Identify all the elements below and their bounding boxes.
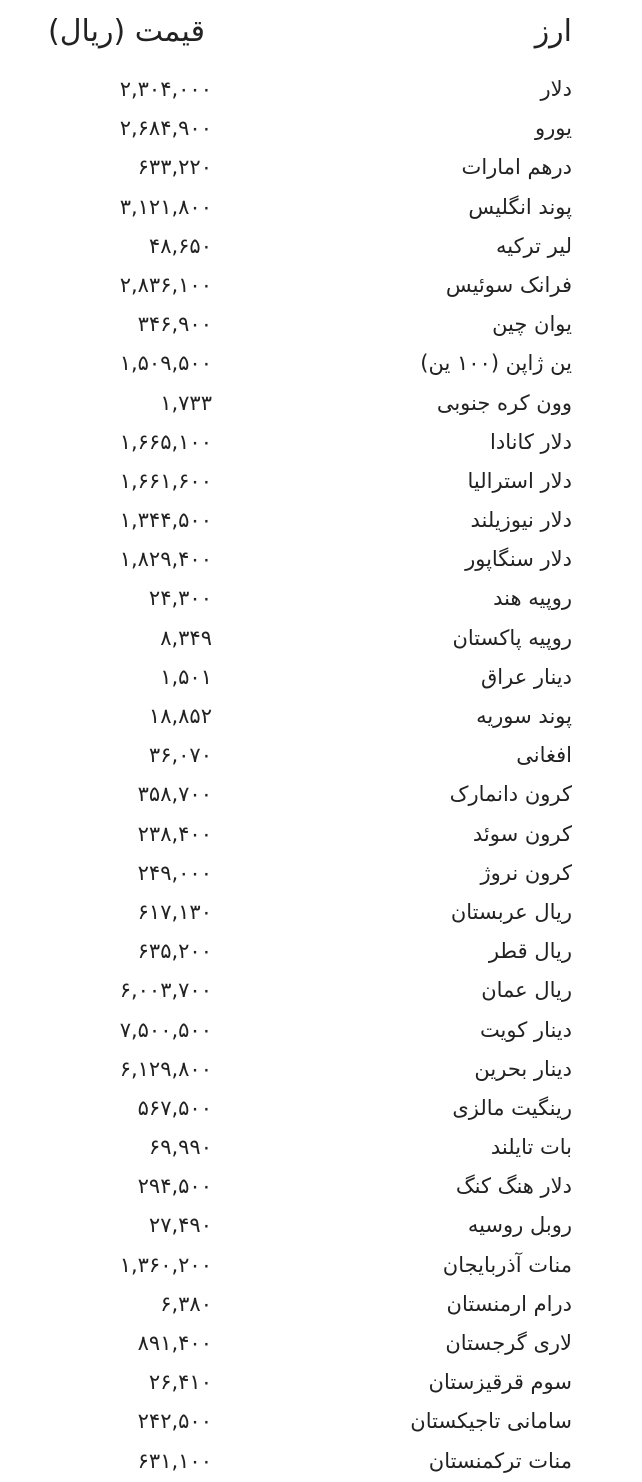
table-row <box>0 1011 642 1050</box>
currency-price: ۲۹۴,۵۰۰ <box>137 1174 212 1199</box>
currency-price: ۲,۶۸۴,۹۰۰ <box>119 116 212 141</box>
table-row <box>0 1442 642 1481</box>
currency-name: منات آذربایجان <box>442 1252 572 1277</box>
table-body <box>0 70 642 1481</box>
currency-name: کرون نروژ <box>480 860 572 885</box>
currency-price: ۱,۶۶۵,۱۰۰ <box>119 429 212 454</box>
currency-name: ریال عمان <box>481 978 572 1003</box>
table-row <box>0 854 642 893</box>
currency-name: درام ارمنستان <box>446 1291 572 1316</box>
currency-price: ۳۶,۰۷۰ <box>148 743 212 768</box>
currency-price: ۱,۵۰۱ <box>160 664 212 689</box>
currency-name: وون کره جنوبی <box>436 390 572 415</box>
table-row <box>0 579 642 618</box>
currency-price: ۲۴,۳۰۰ <box>148 586 212 611</box>
currency-price: ۱,۵۰۹,۵۰۰ <box>119 351 212 376</box>
currency-price: ۸۹۱,۴۰۰ <box>137 1331 212 1355</box>
table-row <box>0 462 642 501</box>
table-row <box>0 697 642 736</box>
currency-name: ریال عربستان <box>450 899 572 924</box>
table-row <box>0 1206 642 1245</box>
currency-price: ۶۹,۹۹۰ <box>148 1135 212 1160</box>
table-row <box>0 227 642 266</box>
table-row <box>0 658 642 697</box>
currency-price: ۱۸,۸۵۲ <box>148 704 212 728</box>
currency-name: روبل روسیه <box>467 1213 572 1238</box>
table-row <box>0 1363 642 1402</box>
currency-price: ۶,۰۰۳,۷۰۰ <box>119 978 212 1003</box>
currency-price: ۲,۳۰۴,۰۰۰ <box>119 77 212 101</box>
table-row <box>0 501 642 540</box>
currency-price: ۱,۳۴۴,۵۰۰ <box>119 508 212 533</box>
table-header <box>0 0 642 70</box>
table-row <box>0 1246 642 1285</box>
currency-price: ۴۸,۶۵۰ <box>148 233 212 258</box>
currency-name: سوم قرقیزستان <box>428 1370 572 1395</box>
currency-price: ۵۶۷,۵۰۰ <box>137 1095 212 1120</box>
table-row <box>0 423 642 462</box>
currency-name: درهم امارات <box>461 155 572 180</box>
currency-name: دینار عراق <box>481 664 572 689</box>
currency-price: ۷,۵۰۰,۵۰۰ <box>119 1017 212 1042</box>
currency-name: روپیه پاکستان <box>452 625 572 650</box>
table-row <box>0 70 642 109</box>
price-column-header: قیمت (ریال) <box>48 14 205 49</box>
currency-name: پوند سوریه <box>476 704 572 728</box>
currency-price: ۸,۳۴۹ <box>160 625 212 650</box>
currency-name: روپیه هند <box>493 586 572 611</box>
currency-price: ۲۴۲,۵۰۰ <box>137 1409 212 1434</box>
table-row <box>0 736 642 775</box>
table-row <box>0 1089 642 1128</box>
currency-price: ۱,۷۳۳ <box>160 390 212 415</box>
currency-price: ۳۴۶,۹۰۰ <box>137 312 212 337</box>
table-row <box>0 148 642 187</box>
table-row <box>0 1402 642 1441</box>
currency-column-header: ارز <box>534 14 572 49</box>
currency-price: ۶,۳۸۰ <box>160 1291 212 1316</box>
currency-name: لیر ترکیه <box>495 233 572 258</box>
currency-name: دلار سنگاپور <box>465 547 572 572</box>
table-row <box>0 266 642 305</box>
currency-price: ۶۱۷,۱۳۰ <box>137 899 212 924</box>
currency-price: ۱,۶۶۱,۶۰۰ <box>119 468 212 493</box>
table-row <box>0 932 642 971</box>
currency-name: ین ژاپن (۱۰۰ ین) <box>420 351 572 376</box>
currency-price: ۱,۳۶۰,۲۰۰ <box>119 1252 212 1277</box>
currency-name: دلار کانادا <box>490 429 572 454</box>
currency-name: یورو <box>535 116 572 141</box>
currency-name: دلار نیوزیلند <box>470 508 572 533</box>
currency-price: ۶۳۵,۲۰۰ <box>137 939 212 964</box>
currency-price: ۶,۱۲۹,۸۰۰ <box>119 1056 212 1081</box>
table-row <box>0 305 642 344</box>
currency-name: سامانی تاجیکستان <box>410 1409 572 1434</box>
table-row <box>0 109 642 148</box>
currency-price: ۲۷,۴۹۰ <box>148 1213 212 1238</box>
table-row <box>0 775 642 814</box>
table-row <box>0 1324 642 1363</box>
currency-name: پوند انگلیس <box>468 194 572 219</box>
table-row <box>0 1285 642 1324</box>
currency-name: ریال قطر <box>488 939 572 964</box>
currency-name: یوان چین <box>492 312 572 337</box>
currency-price: ۲۴۹,۰۰۰ <box>137 860 212 885</box>
table-row <box>0 344 642 383</box>
table-row <box>0 893 642 932</box>
currency-name: فرانک سوئیس <box>445 272 572 297</box>
table-row <box>0 540 642 579</box>
currency-price: ۲۳۸,۴۰۰ <box>137 821 212 846</box>
currency-name: بات تایلند <box>490 1135 572 1160</box>
table-row <box>0 1050 642 1089</box>
currency-price: ۲,۸۳۶,۱۰۰ <box>119 272 212 297</box>
currency-name: دلار <box>540 77 572 101</box>
currency-name: دینار بحرین <box>474 1056 572 1081</box>
currency-price: ۳,۱۲۱,۸۰۰ <box>119 194 212 219</box>
currency-name: کرون دانمارک <box>449 782 572 807</box>
table-row <box>0 815 642 854</box>
table-row <box>0 619 642 658</box>
currency-price: ۱,۸۲۹,۴۰۰ <box>119 547 212 572</box>
currency-name: لاری گرجستان <box>445 1331 572 1355</box>
table-row <box>0 1167 642 1206</box>
table-row <box>0 1128 642 1167</box>
currency-name: افغانی <box>516 743 572 768</box>
table-row <box>0 971 642 1010</box>
currency-name: دلار استرالیا <box>467 468 572 493</box>
currency-price: ۳۵۸,۷۰۰ <box>137 782 212 807</box>
currency-name: منات ترکمنستان <box>428 1448 572 1473</box>
currency-name: کرون سوئد <box>472 821 572 846</box>
currency-price: ۶۳۳,۲۲۰ <box>137 155 212 180</box>
currency-name: دلار هنگ کنگ <box>455 1174 572 1199</box>
table-row <box>0 384 642 423</box>
table-row <box>0 188 642 227</box>
currency-name: رینگیت مالزی <box>452 1095 572 1120</box>
currency-price: ۲۶,۴۱۰ <box>148 1370 212 1395</box>
currency-name: دینار کویت <box>479 1017 572 1042</box>
currency-price: ۶۳۱,۱۰۰ <box>137 1448 212 1473</box>
